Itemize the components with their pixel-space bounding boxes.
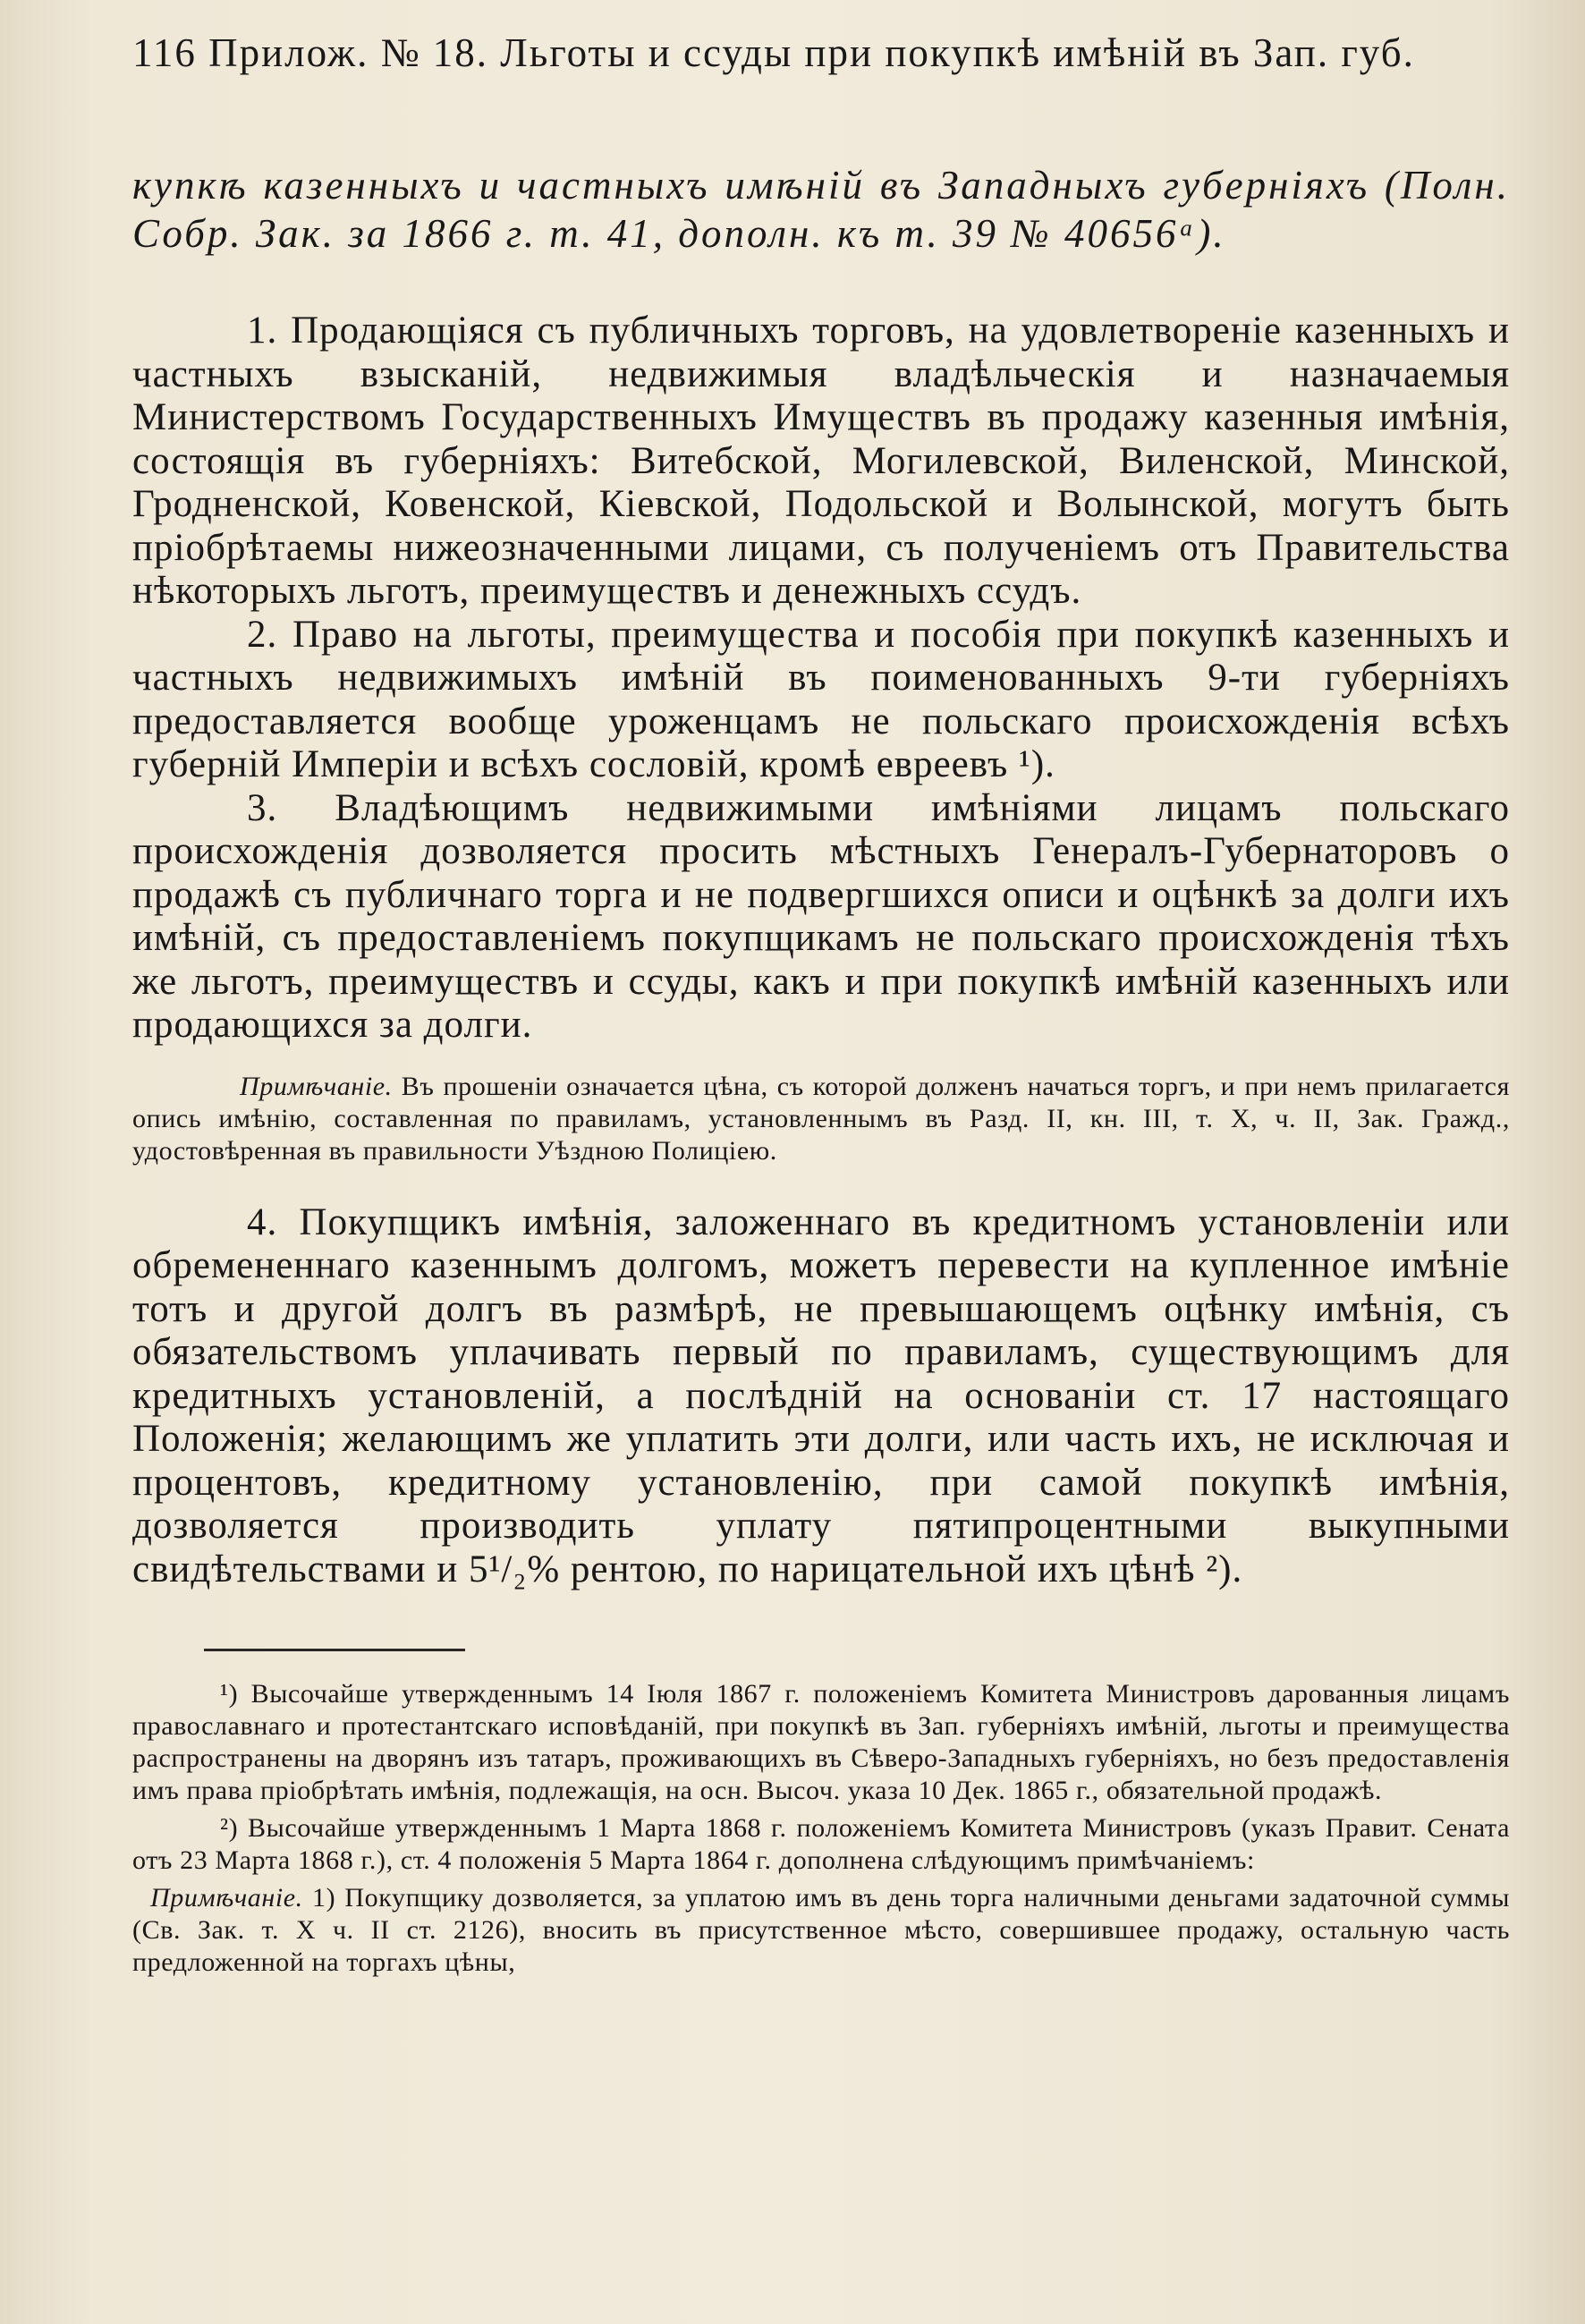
note-text: Въ прошеніи означается цѣна, съ которой долженъ начаться торгъ, и при немъ прилагается опись имѣнію, составленная по правиламъ, установленнымъ въ Разд. II, кн. III, т. X, ч. II, Зак. Гражд., удостовѣренная въ правильности Уѣздною Полиціею. [132, 1071, 1510, 1166]
footnote-rule [204, 1649, 465, 1651]
note-label: Примѣчаніе. [240, 1071, 393, 1101]
footnote-1: ¹) Высочайше утвержденнымъ 14 Іюля 1867 г. положеніемъ Комитета Министровъ дарованныя лицамъ православнаго и протестантскаго исповѣданій, при покупкѣ въ Зап. губерніяхъ имѣній, льготы и преимущества распространены на дворянъ изъ татаръ, проживающихъ въ Сѣверо-Западныхъ губерніяхъ, но безъ предоставленія имъ права пріобрѣтать имѣнія, подлежащія, на осн. Высоч. указа 10 Дек. 1865 г., обязательной продажѣ. [132, 1679, 1510, 1805]
section-heading: купкѣ казенныхъ и частныхъ имѣній въ Западныхъ губерніяхъ (Полн. Собр. Зак. за 1866 г. т. 41, дополн. къ т. 39 № 40656ᵃ). [132, 163, 1510, 256]
note [132, 1071, 1510, 1167]
paragraph-1: 1. Продающіяся съ публичныхъ торговъ, на удовлетвореніе казенныхъ и частныхъ взысканій, недвижимыя владѣльческія и назначаемыя Министерствомъ Государственныхъ Имуществъ въ продажу казенныя имѣнія, состоящія въ губерніяхъ: Витебской, Могилевской, Виленской, Минской, Гродненской, Ковенской, Кіевской, Подольской и Волынской, могутъ быть пріобрѣтаемы нижеозначенными лицами, съ полученіемъ отъ Правительства нѣкоторыхъ льготъ, преимуществъ и денежныхъ ссудъ. [132, 310, 1510, 612]
footnote-note [132, 1882, 1510, 1979]
footnote-note-label: Примѣчаніе. [150, 1883, 303, 1913]
paragraph-3: 3. Владѣющимъ недвижимыми имѣніями лицамъ польскаго происхожденія дозволяется просить мѣстныхъ Генералъ-Губернаторовъ о продажѣ съ публичнаго торга и не подвергшихся описи и оцѣнкѣ за долги ихъ имѣній, съ предоставленіемъ покупщикамъ не польскаго происхожденія тѣхъ же льготъ, преимуществъ и ссуды, какъ и при покупкѣ имѣній казенныхъ или продающихся за долги. [132, 786, 1510, 1046]
running-head: 116 Прилож. № 18. Льготы и ссуды при покупкѣ имѣній въ Зап. губ. [132, 30, 1415, 75]
footnote-2: ²) Высочайше утвержденнымъ 1 Марта 1868 г. положеніемъ Комитета Министровъ (указъ Правит. Сената отъ 23 Марта 1868 г.), ст. 4 положенія 5 Марта 1864 г. дополнена слѣдующимъ примѣчаніемъ: [132, 1813, 1510, 1875]
footnote-note-text: 1) Покупщику дозволяется, за уплатою имъ въ день торга наличными деньгами задаточной суммы (Св. Зак. т. X ч. II ст. 2126), вносить въ присутственное мѣсто, совершившее продажу, остальную часть предложенной на торгахъ цѣны, [132, 1883, 1510, 1977]
paragraph-2: 2. Право на льготы, преимущества и пособія при покупкѣ казенныхъ и частныхъ недвижимыхъ имѣній въ поименованныхъ 9-ти губерніяхъ предоставляется вообще уроженцамъ не польскаго происхожденія всѣхъ губерній Имперіи и всѣхъ сословій, кромѣ евреевъ ¹). [132, 613, 1510, 785]
paragraph-4: 4. Покупщикъ имѣнія, заложеннаго въ кредитномъ установленіи или обремененнаго казеннымъ долгомъ, можетъ перевести на купленное имѣніе тотъ и другой долгъ въ размѣрѣ, не превышающемъ оцѣнку имѣнія, съ обязательствомъ уплачивать первый по правиламъ, существующимъ для кредитныхъ установленій, а послѣдній на основаніи ст. 17 настоящаго Положенія; желающимъ же уплатить эти долги, или часть ихъ, не исключая и процентовъ, кредитному установленію, при самой покупкѣ имѣнія, дозволяется производить уплату пятипроцентными выкупными свидѣтельствами и 5¹/₂% рентою, по нарицательной ихъ цѣнѣ ²). [132, 1200, 1510, 1590]
body-text [132, 310, 1510, 1047]
